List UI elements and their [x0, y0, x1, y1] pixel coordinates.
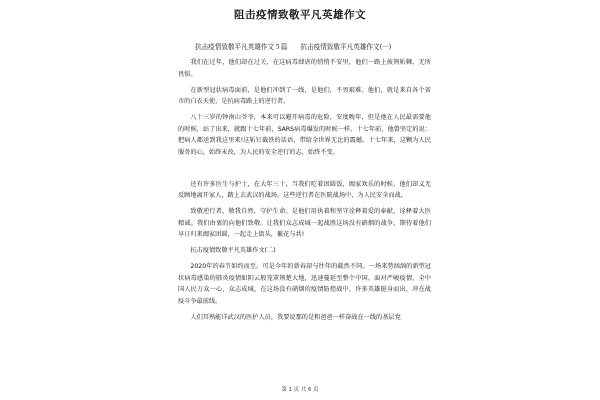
paragraph: 致敬逆行者，敬我自然，守护生命。是他们用执着和坚守诠释着爱的奉献，诠释着大医精诚。我们由衷的向他们致敬。让我们众志成城一起战胜这场没有硝烟的战争，期待着他们早日归来阖家团圆，一起走上街头，繁花与共! — [178, 208, 431, 239]
paragraph: 还有许多医生与护士，在大年三十，当我们吃着团圆饭，阖家欢乐的时候，他们却义无反顾地离开家人，踏上去武汉的战场。这些逆行者在医院战场中，为人民安全而战。 — [178, 180, 431, 200]
paragraph: 八十三岁的钟南山爷爷，本来可以避开病毒的危险，安度晚年，但是他在人民最需要他的时候，站了出来，就跟十七年前，SARS病毒爆发的时候一样。十七年前，他曾坚定的说：把病人都送到我这里来!这斩钉截铁的话语，带给全世界无比的震撼。十七年来，这颗为人民服务的心，始终未改，为人民的安全逆行的志，始终不变。 — [178, 114, 431, 156]
document-title: 阻击疫情致敬平凡英雄作文 — [234, 9, 366, 21]
paragraph: 2020年的春节如约而至。可是今年的新春却与往年的截然不同。一场来势汹汹的新型冠状病毒感染的肺炎疫情如阴云般笼罩荆楚大地，迅速蔓延至整个中国。面对严峻疫情，全中国人民万众一心，众志成城，在这场没有硝烟的疫情防控战中，许多英雄挺身而出，冲在战疫斗争最前线。 — [178, 263, 431, 306]
document-subtitle: 抗击疫情致敬平凡英雄作文５篇 抗击疫情致敬平凡英雄作文(一) — [195, 43, 392, 51]
paragraph: 人们耳熟能详武汉的医护人员，我要说那的是和爸爸一样奋战在一线的基层党 — [190, 314, 401, 322]
page-footer: 第 1 页 共 6 页 — [281, 387, 319, 393]
paragraph: 在新型冠状病毒面前，是他们冲到了一线，是他们，不畏艰难。他们，就是来自各个省市的白衣天使，是抗病毒路上的逆行者。 — [178, 86, 431, 106]
section-heading: 抗击疫情致敬平凡英雄作文(二) — [190, 247, 276, 255]
document-body — [178, 57, 431, 328]
paragraph: 我们在过年，他们却在过关，在这病毒肆虐的悄悄不安里，他们一路上披荆斩棘，无所畏惧。 — [178, 59, 431, 78]
